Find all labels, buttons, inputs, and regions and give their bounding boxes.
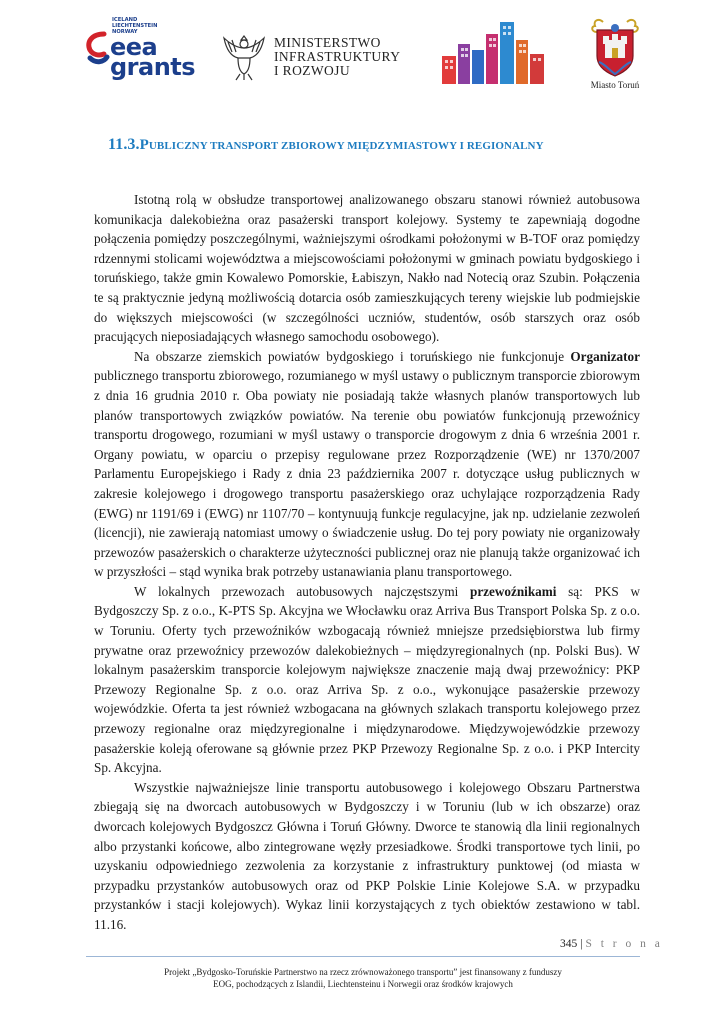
eea-grants-wordmark: eea grants — [110, 33, 196, 81]
section-number: 11.3. — [108, 136, 140, 153]
page-header — [0, 0, 725, 100]
paragraph-3-text-b: są: PKS w Bydgoszczy Sp. z o.o., K-PTS Sp. Akcyjna we Włocławku oraz Arriva Bus Transport Polska Sp. z o.o. w Toruniu. Oferty tych przewoźników wzbogacają również mniejsze przedsiębiorstwa lub firmy prywatne oraz przewoźnicy przewozów dalekobieżnych – międzyregionalnych (np. Polski Bus). W lokalnym pasażerskim transporcie kolejowym największe znaczenie mają dwaj przewoźnicy: PKP Przewozy Regionalne Sp. z o.o. oraz Arriva Sp. z o.o., wykonujące pasażerskie przewozy wojewódzkie. Oferta ta jest również wzbogacana na głównych szlakach transportu kolejowego przez przewozy regionalne oraz międzyregionalne i międzynarodowe. Międzywojewódzkie przewozy pasażerskie koleją oferowane są głównie przez PKP Przewozy Regionalne Sp. z o.o. i PKP Intercity Sp. Akcyjna. — [94, 583, 640, 776]
polish-eagle-emblem-icon — [222, 30, 266, 82]
page-footer — [86, 966, 640, 990]
page-number — [560, 938, 663, 950]
eea-grants-mark-icon — [84, 30, 110, 66]
paragraph-2-text-b: publicznego transportu zbiorowego, rozumianego w myśl ustawy o publicznym transporcie zbiorowym z dnia 16 grudnia 2010 r. Oba powiaty nie posiadają także własnych planów transportowych lub planów transportowych związków powiatów. Na terenie obu powiatów funkcjonują przewoźnicy transportu drogowego, rozumiani w myśl ustawy o transporcie drogowym z dnia 6 września 2001 r. Organy powiatu, w oparciu o przepisy regulowane przez Rozporządzenie (WE) nr 1370/2007 Parlamentu Europejskiego i Rady z dnia 23 października 2007 r. dotyczące usług publicznych w zakresie kolejowego i drogowego transportu pasażerskiego oraz uchylające rozporządzenia Rady (EWG) nr 1191/69 i (EWG) nr 1107/70 – kontynuują funkcje regulacyjne, jak np. udzielanie zezwoleń (licencji), nie zawierają natomiast umowy o świadczenie usług. Do tej pory powiaty nie organizowały przewozów pasażerskich o charakterze użyteczności publicznej oraz nie planują także organizować ich w przyszłości – stąd wynika brak potrzeby ustanawiania planu transportowego. — [94, 368, 640, 580]
eea-countries-text: ICELAND LIECHTENSTEIN NORWAY — [112, 17, 158, 35]
page-number-value: 345 — [560, 938, 578, 950]
section-title-initial: P — [139, 137, 149, 153]
eea-grants-logo — [82, 17, 196, 88]
footer-divider — [86, 956, 640, 957]
section-title: UBLICZNY TRANSPORT ZBIOROWY MIĘDZYMIASTOWY I REGIONALNY — [148, 140, 544, 152]
section-heading — [108, 136, 544, 154]
document-body — [94, 190, 640, 935]
partnership-city-logo-icon — [440, 14, 550, 86]
torun-caption: Miasto Toruń — [590, 80, 640, 90]
torun-coat-of-arms-icon — [585, 16, 645, 80]
paragraph-3-bold-term: przewoźnikami — [469, 583, 557, 599]
page-label: S t r o n a — [585, 938, 663, 950]
ministry-name: MINISTERSTWO INFRASTRUKTURY I ROZWOJU — [274, 35, 401, 78]
footer-line-1: Projekt „Bydgosko-Toruńskie Partnerstwo na rzecz zrównoważonego transportu” jest finansowany z funduszy — [164, 967, 562, 977]
paragraph-1: Istotną rolą w obsłudze transportowej analizowanego obszaru stanowi również autobusowa komunikacja dalekobieżna oraz pasażerski transport kolejowy. Systemy te zapewniają dogodne połączenia pomiędzy poszczególnymi, ważniejszymi ośrodkami położonymi w B-TOF oraz pomiędzy rdzennymi stolicami województwa a miejscowościami położonymi w gminach powiatu bydgoskiego i toruńskiego, także gmin Kowalewo Pomorskie, Łabiszyn, Nakło nad Notecią oraz Szubin. Połączenia te są praktycznie jedyną możliwością dotarcia osób zamieszkujących tereny wiejskie lub podmiejskie do większych miejscowości (w szczególności uczniów, studentów, osób starszych oraz osób pracujących nieposiadających własnego samochodu osobowego). — [94, 192, 640, 345]
footer-line-2: EOG, pochodzących z Islandii, Liechtensteinu i Norwegii oraz środków krajowych — [213, 979, 513, 989]
page-number-separator: | — [580, 938, 583, 950]
paragraph-3 — [94, 582, 640, 778]
paragraph-3-text-a: W lokalnych przewozach autobusowych najczęstszymi — [134, 583, 470, 599]
paragraph-2 — [94, 347, 640, 582]
paragraph-4: Wszystkie najważniejsze linie transportu autobusowego i kolejowego Obszaru Partnerstwa zbiegają się na dworcach autobusowych w Bydgoszczy i w Toruniu (lub w ich obszarze) oraz dworcach kolejowych Bydgoszcz Główna i Toruń Główny. Dworce te stanowią dla linii regionalnych albo przystanki końcowe, albo zintegrowane węzły przesiadkowe. Środki transportowe tych linii, po uzyskaniu odpowiedniego zezwolenia za korzystanie z infrastruktury punktowej (od miasta w przypadku przystanków autobusowych oraz od PKP Polskie Linie Kolejowe S.A. w przypadku przystanków i stacji kolejowych). Wykaz linii korzystających z tych obiektów zestawiono w tabl. 11.16. — [94, 779, 640, 932]
paragraph-2-bold-term: Organizator — [570, 348, 640, 364]
paragraph-2-text-a: Na obszarze ziemskich powiatów bydgoskiego i toruńskiego nie funkcjonuje — [134, 348, 571, 364]
